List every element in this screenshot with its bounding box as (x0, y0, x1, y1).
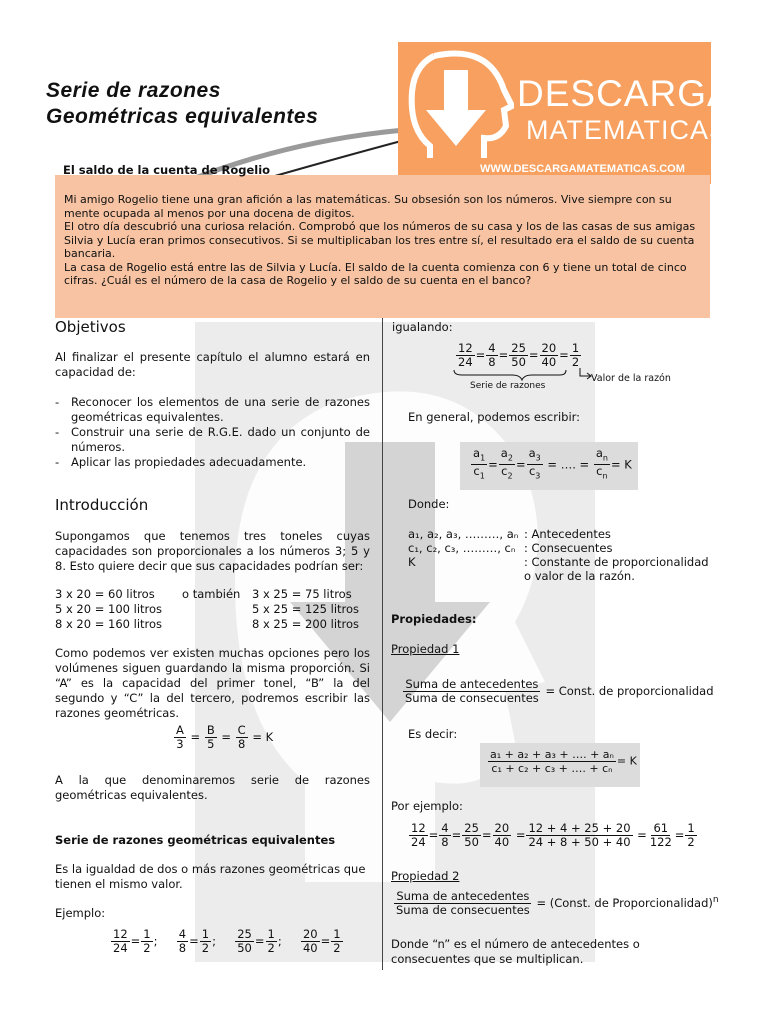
problem-title: El saldo de la cuenta de Rogelio (63, 163, 271, 177)
head-download-icon (404, 48, 514, 160)
capacity-line: 8 x 25 = 200 litros (252, 617, 360, 631)
k-symbol: K (265, 730, 274, 744)
abc-equation: $\frac{A}{3}$ = $\frac{B}{5}$ = $\frac{C}{8}$ = K (176, 723, 274, 751)
frac-num: 61 (653, 821, 669, 835)
exponent: n (712, 895, 719, 906)
serie-label: Serie de razones (470, 381, 546, 391)
logo-word-matematicas: MATEMATICAS (526, 115, 729, 145)
frac-num: 12 (411, 821, 426, 835)
list-item: - Construir una serie de R.G.E. dado un conjunto de números. (55, 425, 370, 455)
frac-den: 2 (687, 835, 695, 849)
serie-heading: Serie de razones geométricas equivalentes (55, 833, 336, 847)
frac-den: 2 (571, 355, 580, 369)
term-desc: : Antecedentes (524, 527, 611, 541)
frac-num: a₁ + a₂ + a₃ + …. + aₙ (490, 748, 614, 761)
objetivos-list (55, 395, 370, 470)
logo-word-descarga: DESCARGA (517, 73, 733, 114)
frac-den: 24 (411, 835, 426, 849)
ejemplo-equations: $\frac{12}{24}$ = $\frac{1}{2}$ ; $\frac{4}{8}$ = $\frac{1}{2}$ ; $\frac{25}{50}$ = $\frac{1}{2}$ ; $\frac{20}{40}$ = $\frac{1}{2}$ (113, 927, 341, 955)
list-item: - Aplicar las propiedades adecuadamente. (55, 455, 370, 470)
term-desc: : Constante de proporcionalidad o valor de la razón. (524, 555, 709, 583)
frac-den: 8 (488, 355, 496, 369)
problem-line: La casa de Rogelio está entre las de Silvia y Lucía. El saldo de la cuenta comienza con 6 y tiene un total de cinco cifras. ¿Cuál es el número de la casa de Rogelio y el saldo de su cuenta en el banco? (64, 260, 687, 287)
serie-equation: $\frac{12}{24}$ = $\frac{4}{8}$ = $\frac{25}{50}$ = $\frac{20}{40}$ = $\frac{1}{2}$ (458, 341, 580, 369)
frac-num: 25 (464, 821, 479, 835)
igualando-label: igualando: (392, 320, 453, 334)
frac-den: Suma de consecuentes (405, 691, 539, 705)
frac-num: $a_3$ (527, 447, 543, 465)
frac-den: 50 (237, 941, 252, 955)
propiedad-1-equation (402, 678, 714, 705)
term-symbol: K (408, 555, 416, 569)
title-line-2: Geométricas equivalentes (46, 105, 319, 128)
general-equation: $\frac{a_1}{c_1}$ = $\frac{a_2}{c_2}$ = $\frac{a_3}{c_3}$ = …. = $\frac{a_n}{c_n}$ = K (473, 446, 632, 481)
frac-num: 1 (201, 927, 210, 941)
frac-num: $a_1$ (471, 447, 487, 465)
capacity-line: 5 x 25 = 125 litros (252, 602, 360, 616)
frac-num: C (237, 723, 246, 737)
frac-num: A (176, 723, 184, 737)
general-label: En general, podemos escribir: (408, 410, 581, 424)
dots: = …. = (547, 457, 590, 472)
frac-den: 8 (178, 941, 187, 955)
frac-num: 20 (494, 821, 510, 835)
ejemplo-label: Ejemplo: (55, 906, 106, 920)
objetivos-intro: Al finalizar el presente capítulo el alumno estará en capacidad de: (55, 350, 370, 379)
propiedad-2-rhs: = (Const. de Proporcionalidad) (536, 896, 713, 910)
frac-den: $c_3$ (528, 464, 541, 481)
list-item: - Reconocer los elementos de una serie de razones geométricas equivalentes. (55, 395, 370, 425)
capacity-line: 8 x 20 = 160 litros (55, 617, 163, 631)
introduccion-heading: Introducción (55, 496, 149, 514)
frac-num: Suma de antecedentes (405, 677, 539, 691)
problem-text (64, 193, 704, 288)
propiedad-2-equation (393, 890, 719, 917)
intro-paragraph-3: A la que denominaremos serie de razones geométricas equivalentes. (55, 773, 370, 802)
frac-num: 1 (571, 341, 580, 355)
frac-den: 8 (238, 737, 246, 751)
frac-num: 12 (458, 341, 473, 355)
frac-den: 122 (649, 835, 672, 849)
frac-den: Suma de consecuentes (396, 903, 530, 917)
propiedad-1-label (391, 642, 459, 657)
propiedades-heading: Propiedades: (391, 612, 477, 626)
frac-den: 2 (267, 941, 275, 955)
example-equation: $\frac{12}{24}$ = $\frac{4}{8}$ = $\frac{25}{50}$ = $\frac{20}{40}$ = $\frac{12 + 4 + 25 + 20}{24 + 8 + 50 + 40}$ = $\frac{61}{122}$ = $\frac{1}{2}$ (411, 821, 695, 849)
frac-den: 40 (541, 355, 557, 369)
frac-den: 40 (494, 835, 510, 849)
frac-den: $c_2$ (501, 464, 513, 481)
term-symbol: c₁, c₂, c₃, ………, cₙ (408, 541, 516, 555)
serie-definition: Es la igualdad de dos o más razones geométricas que tienen el mismo valor. (55, 862, 366, 891)
definition-terms (408, 527, 518, 569)
k-symbol: = K (616, 754, 637, 768)
intro-paragraph-2: Como podemos ver existen muchas opciones pero los volúmenes siguen guardando la misma proporción. Si “A” es la capacidad del primer tonel, “B” la del segundo y “C” la del tercero, podremos escribir las razones geométricas. (55, 646, 370, 720)
frac-num: 4 (488, 341, 496, 355)
column-divider (382, 318, 383, 970)
valor-label: Valor de la razón (591, 373, 671, 384)
frac-den: 24 (113, 941, 128, 955)
frac-num: 1 (267, 927, 275, 941)
frac-den: 40 (302, 941, 318, 955)
frac-num: B (206, 723, 215, 737)
propiedad-2-label (391, 869, 459, 884)
frac-den: 24 + 8 + 50 + 40 (528, 835, 631, 849)
frac-num: 1 (333, 927, 341, 941)
term-symbol: a₁, a₂, a₃, ………, aₙ (408, 527, 519, 541)
capacity-line: 3 x 20 = 60 litros (55, 587, 155, 601)
frac-den: 50 (511, 355, 526, 369)
frac-den: $c_n$ (596, 464, 608, 481)
frac-num: Suma de antecedentes (396, 889, 530, 903)
frac-den: 2 (333, 941, 341, 955)
frac-num: 12 + 4 + 25 + 20 (528, 821, 631, 835)
propiedad-2-text: Propiedad 2 (391, 869, 460, 883)
frac-den: 2 (201, 941, 210, 955)
frac-num: 25 (511, 341, 526, 355)
frac-num: 4 (178, 927, 187, 941)
term-desc: : Consecuentes (524, 541, 613, 555)
problem-line: Mi amigo Rogelio tiene una gran afición a las matemáticas. Su obsesión son los números. Vive siempre con su mente ocupada al menos por una docena de digitos. (64, 193, 672, 220)
objetivos-heading: Objetivos (55, 318, 126, 336)
por-ejemplo-label: Por ejemplo: (391, 799, 463, 813)
frac-num: $a_2$ (499, 447, 515, 465)
frac-den: 50 (464, 835, 479, 849)
definition-descriptions (524, 527, 714, 583)
frac-den: 8 (441, 835, 449, 849)
k-symbol: = K (610, 457, 632, 472)
es-decir-label: Es decir: (408, 727, 458, 741)
capacities-or: o también (182, 587, 241, 601)
frac-num: 12 (113, 927, 128, 941)
frac-num: 25 (237, 927, 252, 941)
frac-den: 24 (458, 355, 473, 369)
frac-den: 2 (143, 941, 151, 955)
frac-num: $a_n$ (594, 447, 610, 465)
intro-paragraph-1: Supongamos que tenemos tres toneles cuyas capacidades son proporcionales a los números 3; 5 y 8. Esto quiere decir que sus capacidades podrían ser: (55, 529, 370, 573)
problem-line: El otro día descubrió una curiosa relación. Comprobó que los números de su casa y los de las casas de sus amigas Silvia y Lucía eran primos consecutivos. Si se multiplicaban los tres entre sí, el resultado era el saldo de su cuenta bancaria. (64, 220, 696, 260)
propiedad-1-text: Propiedad 1 (391, 642, 460, 656)
title-line-1: Serie de razones (46, 79, 221, 102)
frac-num: 4 (441, 821, 449, 835)
frac-den: $c_1$ (473, 464, 485, 481)
frac-num: 1 (687, 821, 695, 835)
capacity-line: 5 x 20 = 100 litros (55, 602, 163, 616)
capacities-col-2 (252, 587, 359, 632)
donde-label: Donde: (408, 497, 450, 511)
propiedad-2-text: Donde “n” es el número de antecedentes o consecuentes que se multiplican. (391, 937, 640, 966)
logo-url: WWW.DESCARGAMATEMATICAS.COM (480, 163, 685, 175)
capacities-col-1 (55, 587, 162, 632)
frac-num: 20 (302, 927, 318, 941)
frac-num: 1 (143, 927, 151, 941)
frac-den: 3 (176, 737, 184, 751)
frac-num: 20 (541, 341, 557, 355)
propiedad-1-rhs: = Const. de proporcionalidad (545, 684, 714, 698)
sum-equation (487, 748, 637, 775)
frac-den: c₁ + c₂ + c₃ + …. + cₙ (491, 762, 613, 775)
capacity-line: 3 x 25 = 75 litros (252, 587, 352, 601)
serie-brace (452, 368, 597, 382)
frac-den: 5 (207, 737, 215, 751)
